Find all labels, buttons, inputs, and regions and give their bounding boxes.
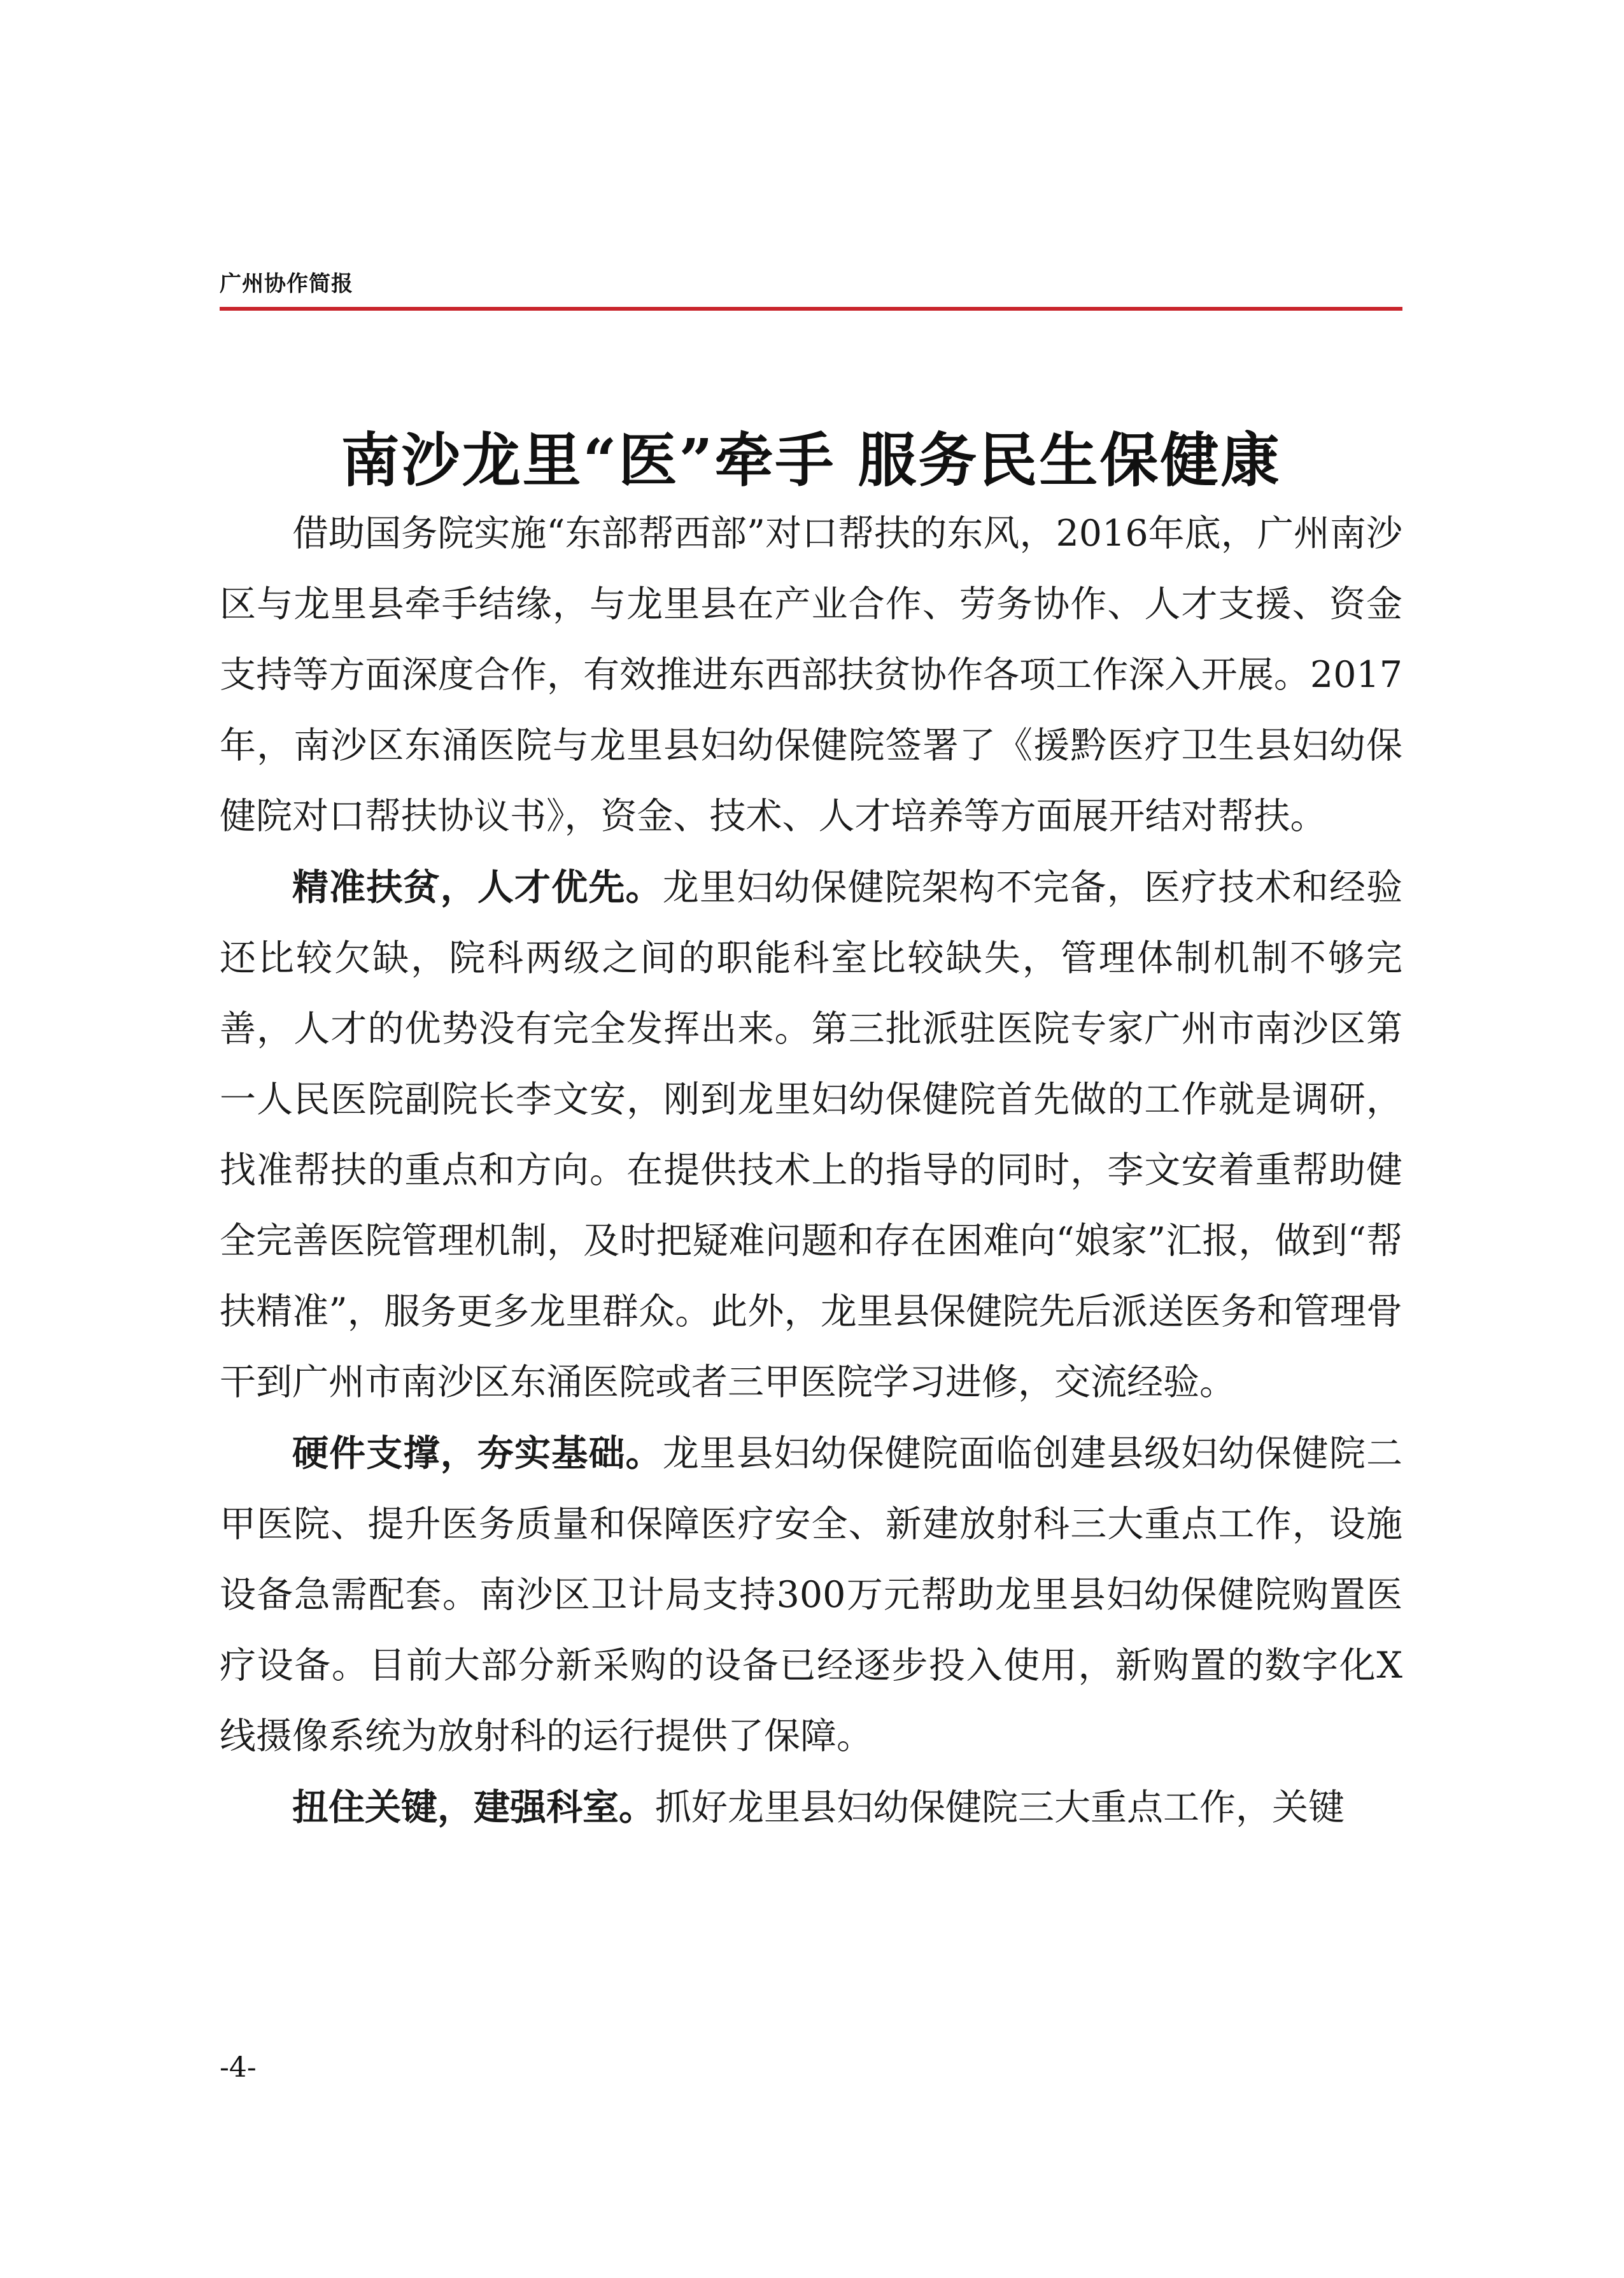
paragraph-text: 龙里妇幼保健院架构不完备，医疗技术和经验还比较欠缺，院科两级之间的职能科室比较缺失，管理体制机制不够完善，人才的优势没有完全发挥出来。第三批派驻医院专家广州市南沙区第一人民医院副院长李文安，刚到龙里妇幼保健院首先做的工作就是调研，找准帮扶的重点和方向。在提供技术上的指导的同时，李文安着重帮助健全完善医院管理机制，及时把疑难问题和存在困难向“娘家”汇报，做到“帮扶精准”，服务更多龙里群众。此外，龙里县保健院先后派送医务和管理骨干到广州市南沙区东涌医院或者三甲医院学习进修，交流经验。 — [220, 867, 1403, 1403]
article-body — [220, 498, 1402, 1843]
paragraph-2 — [220, 852, 1402, 1418]
header-divider — [220, 307, 1402, 311]
paragraph-text: 龙里县妇幼保健院面临创建县级妇幼保健院二甲医院、提升医务质量和保障医疗安全、新建放射科三大重点工作，设施设备急需配套。南沙区卫计局支持300万元帮助龙里县妇幼保健院购置医疗设备。目前大部分新采购的设备已经逐步投入使用，新购置的数字化X线摄像系统为放射科的运行提供了保障。 — [220, 1433, 1403, 1757]
paragraph-lead: 精准扶贫，人才优先。 — [292, 866, 663, 909]
paragraph-3 — [220, 1418, 1402, 1772]
paragraph-1 — [220, 498, 1402, 852]
publication-header-label: 广州协作简报 — [220, 271, 353, 297]
article-title: 南沙龙里“医”牵手 服务民生保健康 — [341, 425, 1282, 495]
paragraph-lead: 扭住关键，建强科室。 — [292, 1786, 655, 1829]
paragraph-text: 抓好龙里县妇幼保健院三大重点工作，关键 — [655, 1786, 1345, 1829]
paragraph-4 — [220, 1772, 1402, 1843]
paragraph-text: 借助国务院实施“东部帮西部”对口帮扶的东风，2016年底，广州南沙区与龙里县牵手结缘，与龙里县在产业合作、劳务协作、人才支援、资金支持等方面深度合作，有效推进东西部扶贫协作各项工作深入开展。2017年，南沙区东涌医院与龙里县妇幼保健院签署了《援黔医疗卫生县妇幼保健院对口帮扶协议书》，资金、技术、人才培养等方面展开结对帮扶。 — [220, 513, 1402, 837]
page-number: -4- — [220, 2051, 257, 2084]
paragraph-lead: 硬件支撑，夯实基础。 — [292, 1432, 663, 1475]
